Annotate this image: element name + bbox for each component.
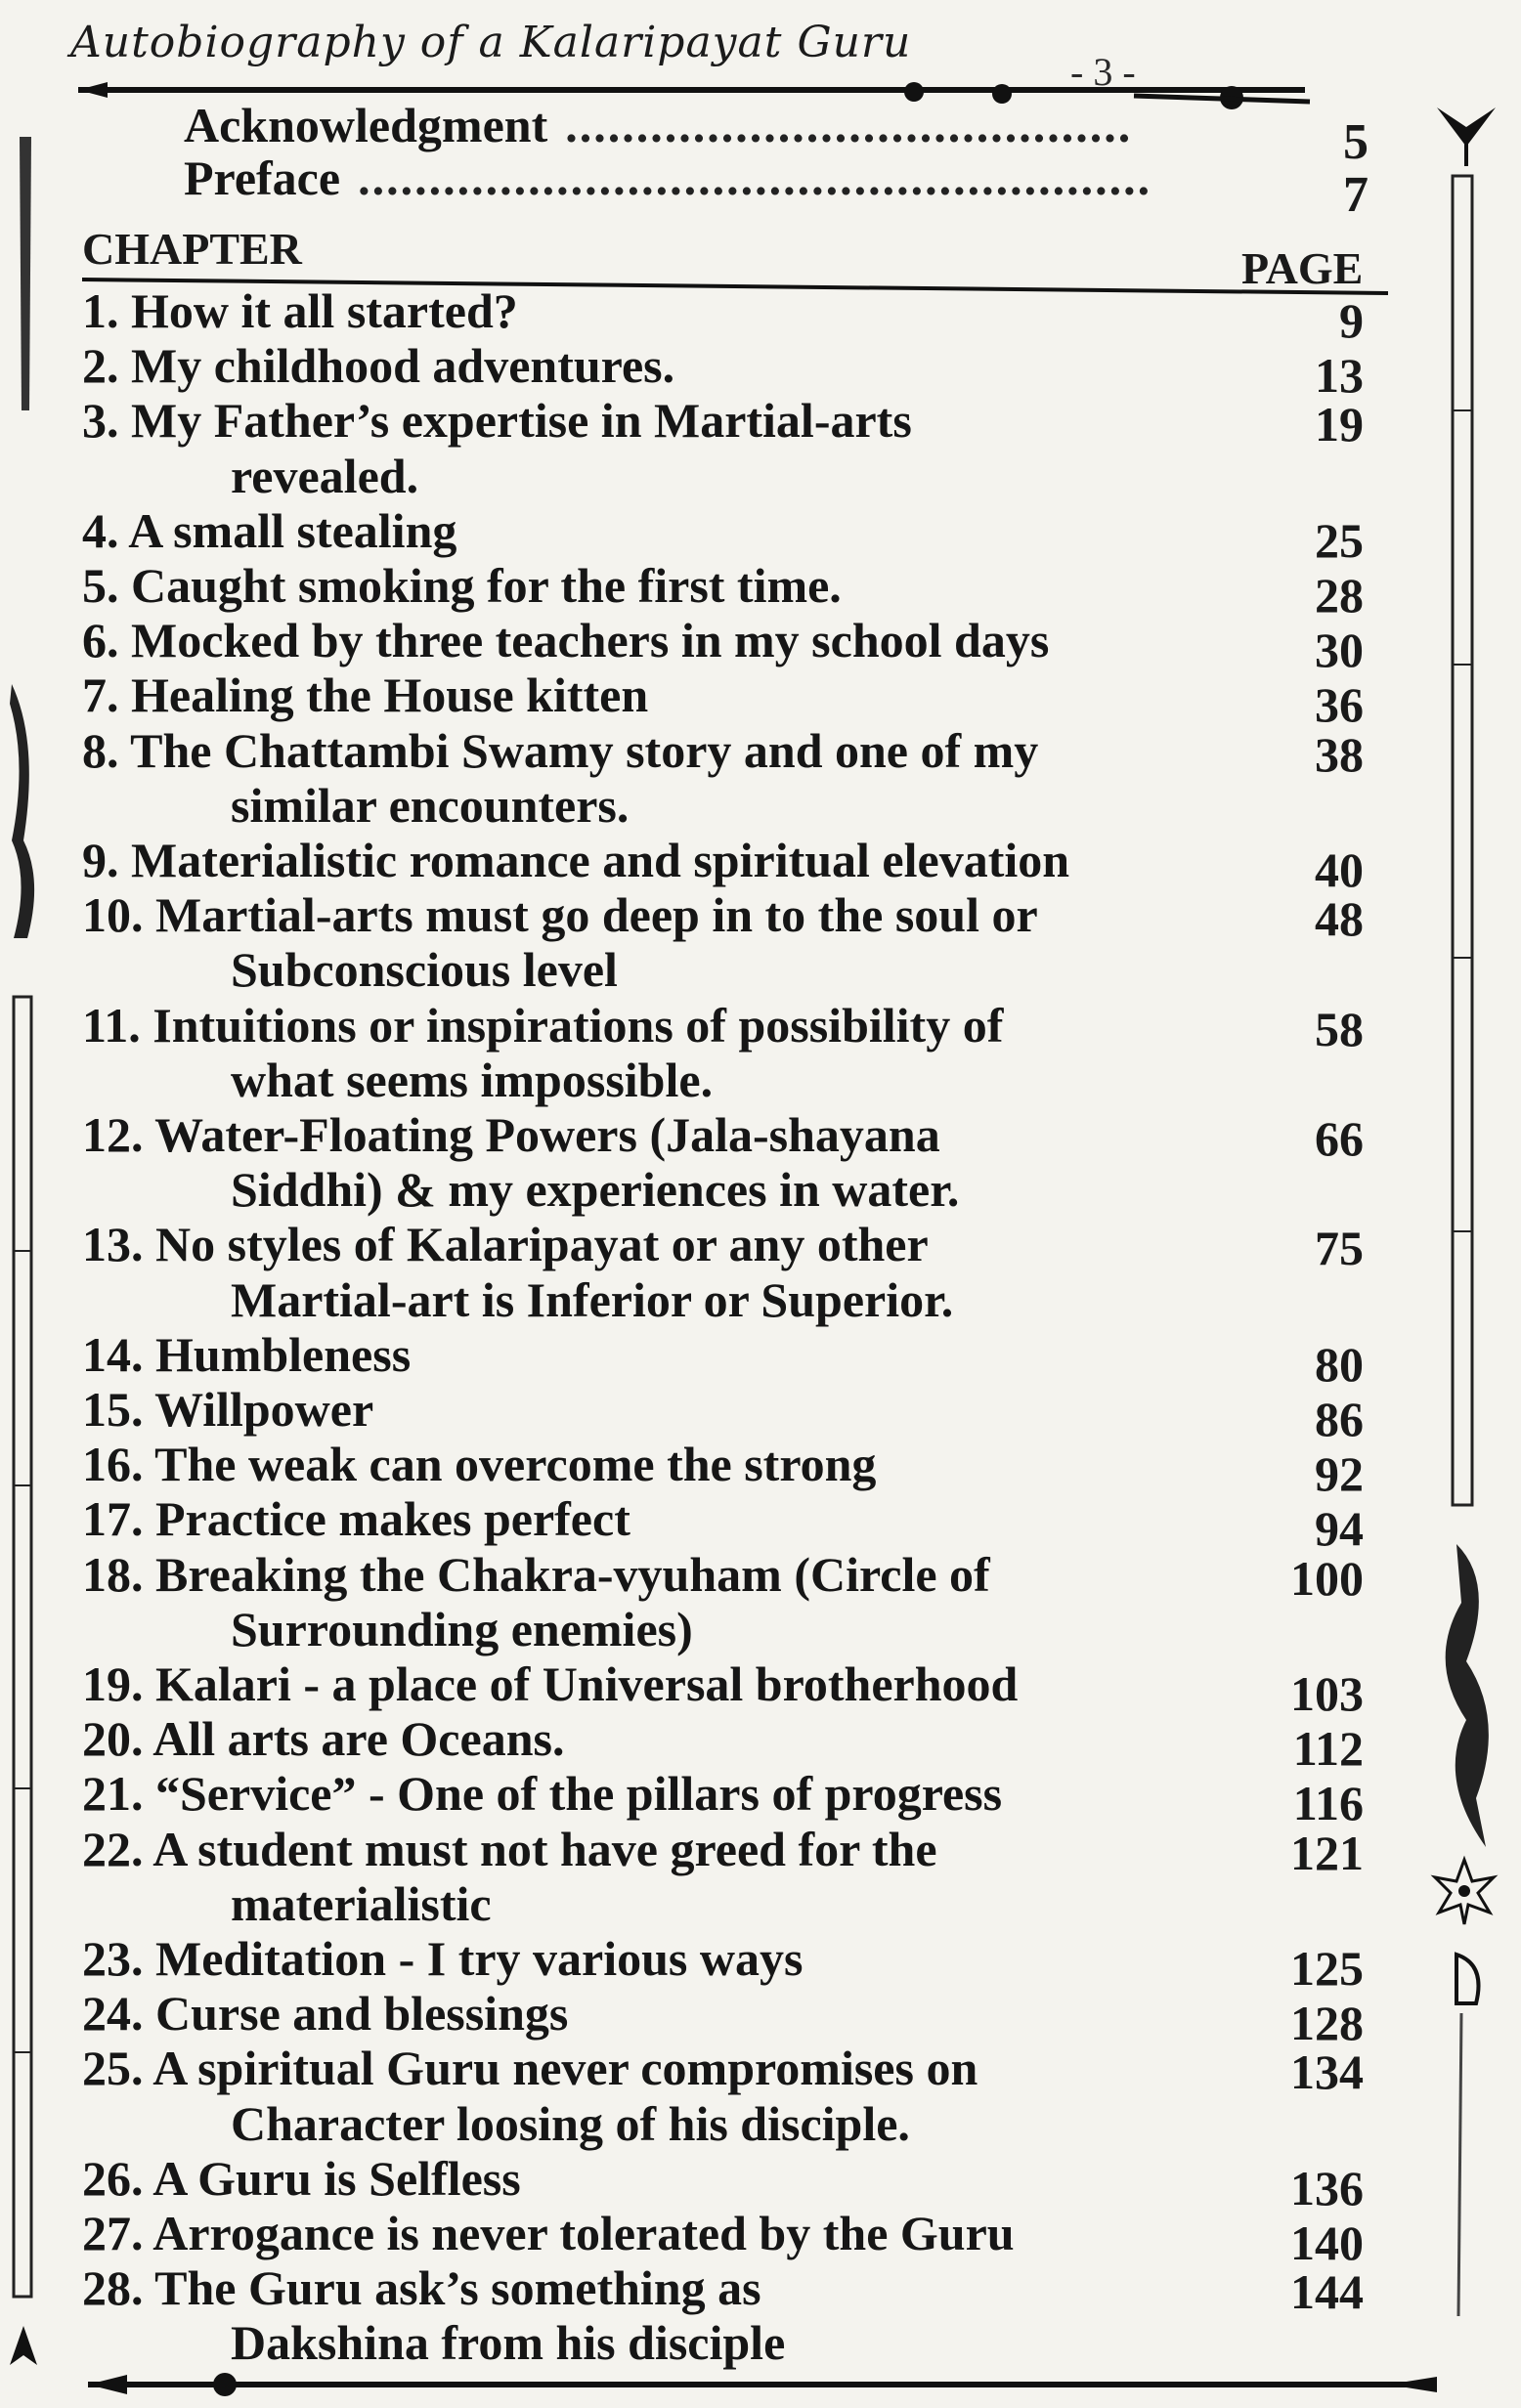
chapter-page: 125 [1290,1941,1364,1996]
running-title: Autobiography of a Kalaripayat Guru [70,18,912,67]
chapter-title: 1. How it all started? [82,283,518,338]
chapter-title: 24. Curse and blessings [82,1986,569,2042]
chapter-page: 86 [1315,1392,1364,1446]
chapter-title: 23. Meditation - I try various ways [82,1931,804,1986]
chapter-title: 25. A spiritual Guru never compromises on [82,2041,978,2096]
chapter-page: 116 [1292,1776,1364,1831]
front-matter-entry [184,150,1259,205]
chapter-title-continued: similar encounters. [231,777,630,833]
front-matter-page: 5 [1343,114,1369,170]
chapter-title: 20. All arts are Oceans. [82,1711,565,1767]
chapter-title: 21. “Service” - One of the pillars of progress [82,1766,1003,1822]
chapter-page: 75 [1315,1221,1364,1276]
chapter-page: 13 [1315,348,1364,404]
front-matter-page: 7 [1343,167,1369,223]
chapter-page: 66 [1315,1111,1364,1166]
chapter-page: 80 [1315,1336,1364,1392]
chapter-title: 15. Willpower [82,1382,374,1437]
chapter-title-continued: what seems impossible. [231,1052,714,1107]
chapter-page: 136 [1290,2160,1364,2215]
chapter-page: 40 [1315,842,1364,897]
chapter-page: 58 [1315,1001,1364,1056]
chapter-title-continued: Martial-art is Inferior or Superior. [231,1271,954,1327]
dot-leader: ........................................ [565,98,1133,152]
chapter-page: 112 [1292,1721,1364,1777]
chapter-title-continued: Siddhi) & my experiences in water. [231,1162,960,1218]
dot-leader: ........................................................ [358,150,1152,205]
chapter-title: 17. Practice makes perfect [82,1491,630,1547]
chapter-title: 13. No styles of Kalaripayat or any other [82,1217,929,1272]
page-number: - 3 - [1070,50,1136,94]
chapter-title: 7. Healing the House kitten [82,667,649,723]
chapter-title-continued: Surrounding enemies) [231,1601,693,1656]
chapter-title-continued: materialistic [231,1875,492,1931]
chapter-title: 22. A student must not have greed for the [82,1821,937,1876]
chapter-title-continued: revealed. [231,448,419,503]
chapter-title: 10. Martial-arts must go deep in to the soul or [82,887,1038,943]
chapter-title: 28. The Guru ask’s something as [82,2260,761,2316]
chapter-page: 134 [1290,2044,1364,2100]
chapter-page: 128 [1290,1996,1364,2051]
chapter-title-continued: Character loosing of his disciple. [231,2095,910,2151]
chapter-heading: CHAPTER [82,224,302,274]
chapter-page: 92 [1315,1446,1364,1502]
chapter-page: 144 [1290,2264,1364,2320]
chapter-title: 11. Intuitions or inspirations of possibility of [82,997,1004,1053]
chapter-title-continued: Dakshina from his disciple [231,2315,786,2371]
chapter-title: 4. A small stealing [82,502,457,558]
chapter-page: 25 [1315,512,1364,568]
chapter-page: 100 [1290,1550,1364,1606]
chapter-title: 19. Kalari - a place of Universal brotherhood [82,1656,1019,1711]
chapter-title: 3. My Father’s expertise in Martial-arts [82,393,912,449]
chapter-title-continued: Subconscious level [231,942,618,998]
chapter-title: 6. Mocked by three teachers in my school days [82,613,1050,668]
chapter-page: 94 [1315,1501,1364,1557]
chapter-page: 48 [1315,891,1364,947]
chapter-title: 18. Breaking the Chakra-vyuham (Circle of [82,1546,990,1602]
chapter-title: 16. The weak can overcome the strong [82,1437,877,1492]
chapter-page: 38 [1315,726,1364,782]
front-matter-title: Acknowledgment [184,98,548,152]
front-matter-entry [184,98,1259,152]
chapter-title: 9. Materialistic romance and spiritual elevation [82,833,1070,887]
page-heading: PAGE [1241,243,1364,293]
chapter-title: 26. A Guru is Selfless [82,2150,521,2206]
chapter-title: 12. Water-Floating Powers (Jala-shayana [82,1107,940,1162]
chapter-page: 30 [1315,623,1364,678]
chapter-title: 14. Humbleness [82,1326,412,1382]
chapter-page: 103 [1290,1666,1364,1721]
chapter-page: 36 [1315,677,1364,733]
chapter-page: 121 [1290,1825,1364,1880]
chapter-title: 27. Arrogance is never tolerated by the Guru [82,2206,1015,2260]
chapter-page: 19 [1315,397,1364,452]
chapter-page: 28 [1315,568,1364,623]
chapter-title: 2. My childhood adventures. [82,338,675,394]
chapter-page: 140 [1290,2215,1364,2270]
chapter-page: 9 [1339,293,1364,348]
chapter-title: 5. Caught smoking for the first time. [82,558,842,613]
chapter-title: 8. The Chattambi Swamy story and one of my [82,722,1039,778]
front-matter-title: Preface [184,150,341,205]
